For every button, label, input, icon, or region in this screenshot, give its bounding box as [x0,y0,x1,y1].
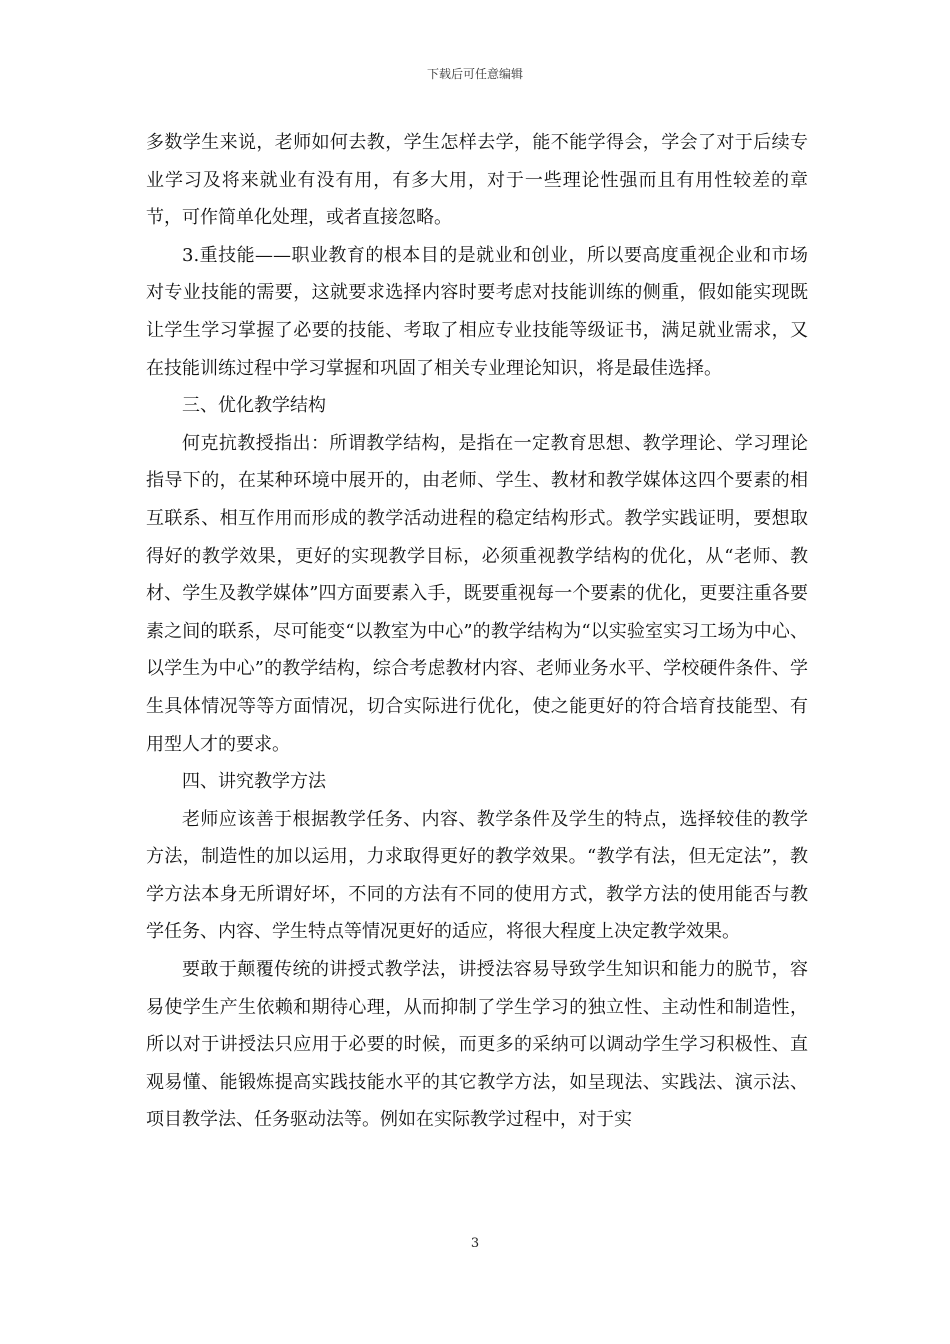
paragraph-teaching-structure: 何克抗教授指出：所谓教学结构，是指在一定教育思想、教学理论、学习理论指导下的，在某种环境中展开的，由老师、学生、教材和教学媒体这四个要素的相互联系、相互作用而形成的教学活动进程的稳定结构形式。教学实践证明，要想取得好的教学效果，更好的实现教学目标，必须重视教学结构的优化，从“老师、教材、学生及教学媒体”四方面要素入手，既要重视每一个要素的优化，更要注重各要素之间的联系，尽可能变“以教室为中心”的教学结构为“以实验室实习工场为中心、以学生为中心”的教学结构，综合考虑教材内容、老师业务水平、学校硬件条件、学生具体情况等等方面情况，切合实际进行优化，使之能更好的符合培育技能型、有用型人才的要求。 [146,432,808,755]
section-heading-teaching-methods: 四、讲究教学方法 [182,771,326,793]
paragraph-continuation: 多数学生来说，老师如何去教，学生怎样去学，能不能学得会，学会了对于后续专业学习及将来就业有没有用，有多大用，对于一些理论性强而且有用性较差的章节，可作简单化处理，或者直接忽略。 [146,132,808,229]
page-header: 下载后可任意编辑 [426,67,523,81]
paragraph-lecture-method: 要敢于颠覆传统的讲授式教学法，讲授法容易导致学生知识和能力的脱节，容易使学生产生依赖和期待心理，从而抑制了学生学习的独立性、主动性和制造性，所以对于讲授法只应用于必要的时候，而更多的采纳可以调动学生学习积极性、直观易懂、能锻炼提高实践技能水平的其它教学方法，如呈现法、实践法、演示法、项目教学法、任务驱动法等。例如在实际教学过程中，对于实 [146,959,808,1131]
paragraph-teaching-methods: 老师应该善于根据教学任务、内容、教学条件及学生的特点，选择较佳的教学方法，制造性的加以运用，力求取得更好的教学效果。“教学有法，但无定法”，教学方法本身无所谓好坏，不同的方法有不同的使用方式，教学方法的使用能否与教学任务、内容、学生特点等情况更好的适应，将很大程度上决定教学效果。 [146,808,808,943]
document-body [146,124,808,1139]
page-number: 3 [470,1236,480,1251]
paragraph-skills: 3.重技能——职业教育的根本目的是就业和创业，所以要高度重视企业和市场对专业技能的需要，这就要求选择内容时要考虑对技能训练的侧重，假如能实现既让学生学习掌握了必要的技能、考取了相应专业技能等级证书，满足就业需求，又在技能训练过程中学习掌握和巩固了相关专业理论知识，将是最佳选择。 [146,244,808,379]
section-heading-teaching-structure: 三、优化教学结构 [182,395,326,417]
